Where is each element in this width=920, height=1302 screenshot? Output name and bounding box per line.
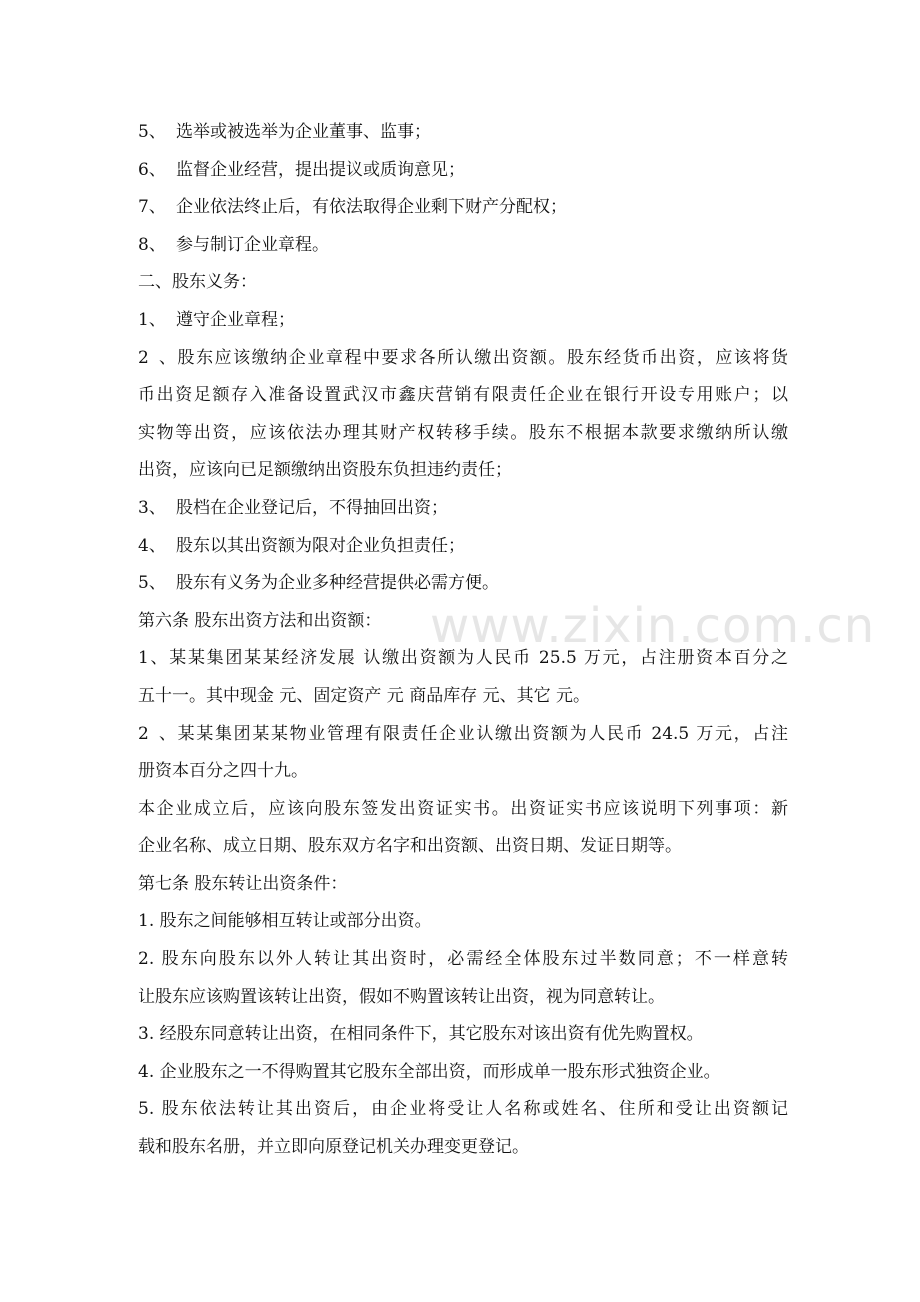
paragraph-line [138,227,788,265]
paragraph-line [138,941,788,979]
list-number: 1、 [138,309,166,330]
list-number: 7、 [138,197,166,218]
line-text: 股东应该缴纳企业章程中要求各所认缴出资额。股东经货币出资，应该将货 [176,347,788,368]
paragraph-line [138,377,788,415]
paragraph-line [138,716,788,754]
line-text: 参与制订企业章程。 [176,234,329,255]
line-text: 监督企业经营，提出提议或质询意见； [176,159,465,180]
paragraph-line [138,828,788,866]
line-text: 5. 股东依法转让其出资后，由企业将受让人名称或姓名、住所和受让出资额记 [138,1099,788,1120]
paragraph-line [138,114,788,152]
line-text: 4. 企业股东之一不得购置其它股东全部出资，而形成单一股东形式独资企业。 [138,1061,721,1082]
paragraph-line [138,152,788,190]
line-text: 遵守企业章程； [176,309,295,330]
paragraph-line [138,678,788,716]
line-text: 股东有义务为企业多种经营提供必需方便。 [176,573,499,594]
line-text: 选举或被选举为企业董事、监事； [176,122,431,142]
line-text: 2. 股东向股东以外人转让其出资时，必需经全体股东过半数同意；不一样意转 [138,949,788,970]
list-number: 2、 [138,723,176,744]
paragraph-line [138,452,788,490]
paragraph-line [138,1129,788,1167]
paragraph-line [138,1091,788,1129]
paragraph-line [138,603,788,641]
document-body [138,114,788,1167]
list-number: 5、 [138,122,166,142]
line-text: 册资本百分之四十九。 [138,761,308,782]
paragraph-line [138,340,788,378]
line-text: 本企业成立后，应该向股东签发出资证实书。出资证实书应该说明下列事项：新 [138,798,788,819]
paragraph-line [138,1016,788,1054]
list-number: 5、 [138,573,166,594]
paragraph-line [138,1054,788,1092]
paragraph-line [138,302,788,340]
paragraph-line [138,866,788,904]
paragraph-line [138,791,788,829]
paragraph-line [138,189,788,227]
line-text: 企业名称、成立日期、股东双方名字和出资额、出资日期、发证日期等。 [138,836,682,857]
list-number: 3、 [138,497,166,518]
list-number: 4、 [138,535,166,556]
line-text: 让股东应该购置该转让出资，假如不购置该转让出资，视为同意转让。 [138,986,665,1007]
paragraph-line [138,490,788,528]
line-text: 二、股东义务： [138,272,257,293]
line-text: 载和股东名册，并立即向原登记机关办理变更登记。 [138,1137,529,1158]
line-text: 五十一。其中现金 元、固定资产 元 商品库存 元、其它 元。 [138,685,591,706]
paragraph-line [138,264,788,302]
paragraph-line [138,415,788,453]
line-text: 出资，应该向已足额缴纳出资股东负担违约责任； [138,460,512,481]
line-text: 股东以其出资额为限对企业负担责任； [176,535,465,556]
paragraph-line [138,979,788,1017]
line-text: 某某集团某某物业管理有限责任企业认缴出资额为人民币 24.5 万元，占注 [176,723,788,744]
paragraph-line [138,640,788,678]
paragraph-line [138,753,788,791]
line-text: 第七条 股东转让出资条件： [138,873,348,894]
list-number: 8、 [138,234,166,255]
watermark: www.zixin.com.cn [430,598,876,654]
line-text: 实物等出资，应该依法办理其财产权转移手续。股东不根据本款要求缴纳所认缴 [138,422,788,443]
line-text: 股档在企业登记后，不得抽回出资； [176,497,448,518]
line-text: 企业依法终止后，有依法取得企业剩下财产分配权； [176,197,567,218]
line-text: 1. 股东之间能够相互转让或部分出资。 [138,911,432,932]
line-text: 第六条 股东出资方法和出资额： [138,610,382,631]
line-text: 1、某某集团某某经济发展 认缴出资额为人民币 25.5 万元，占注册资本百分之 [138,648,788,669]
line-text: 3. 经股东同意转让出资，在相同条件下，其它股东对该出资有优先购置权。 [138,1024,704,1045]
paragraph-line [138,903,788,941]
paragraph-line [138,565,788,603]
paragraph-line [138,528,788,566]
list-number: 2、 [138,347,176,368]
list-number: 6、 [138,159,166,180]
line-text: 币出资足额存入准备设置武汉市鑫庆营销有限责任企业在银行开设专用账户；以 [138,385,788,406]
